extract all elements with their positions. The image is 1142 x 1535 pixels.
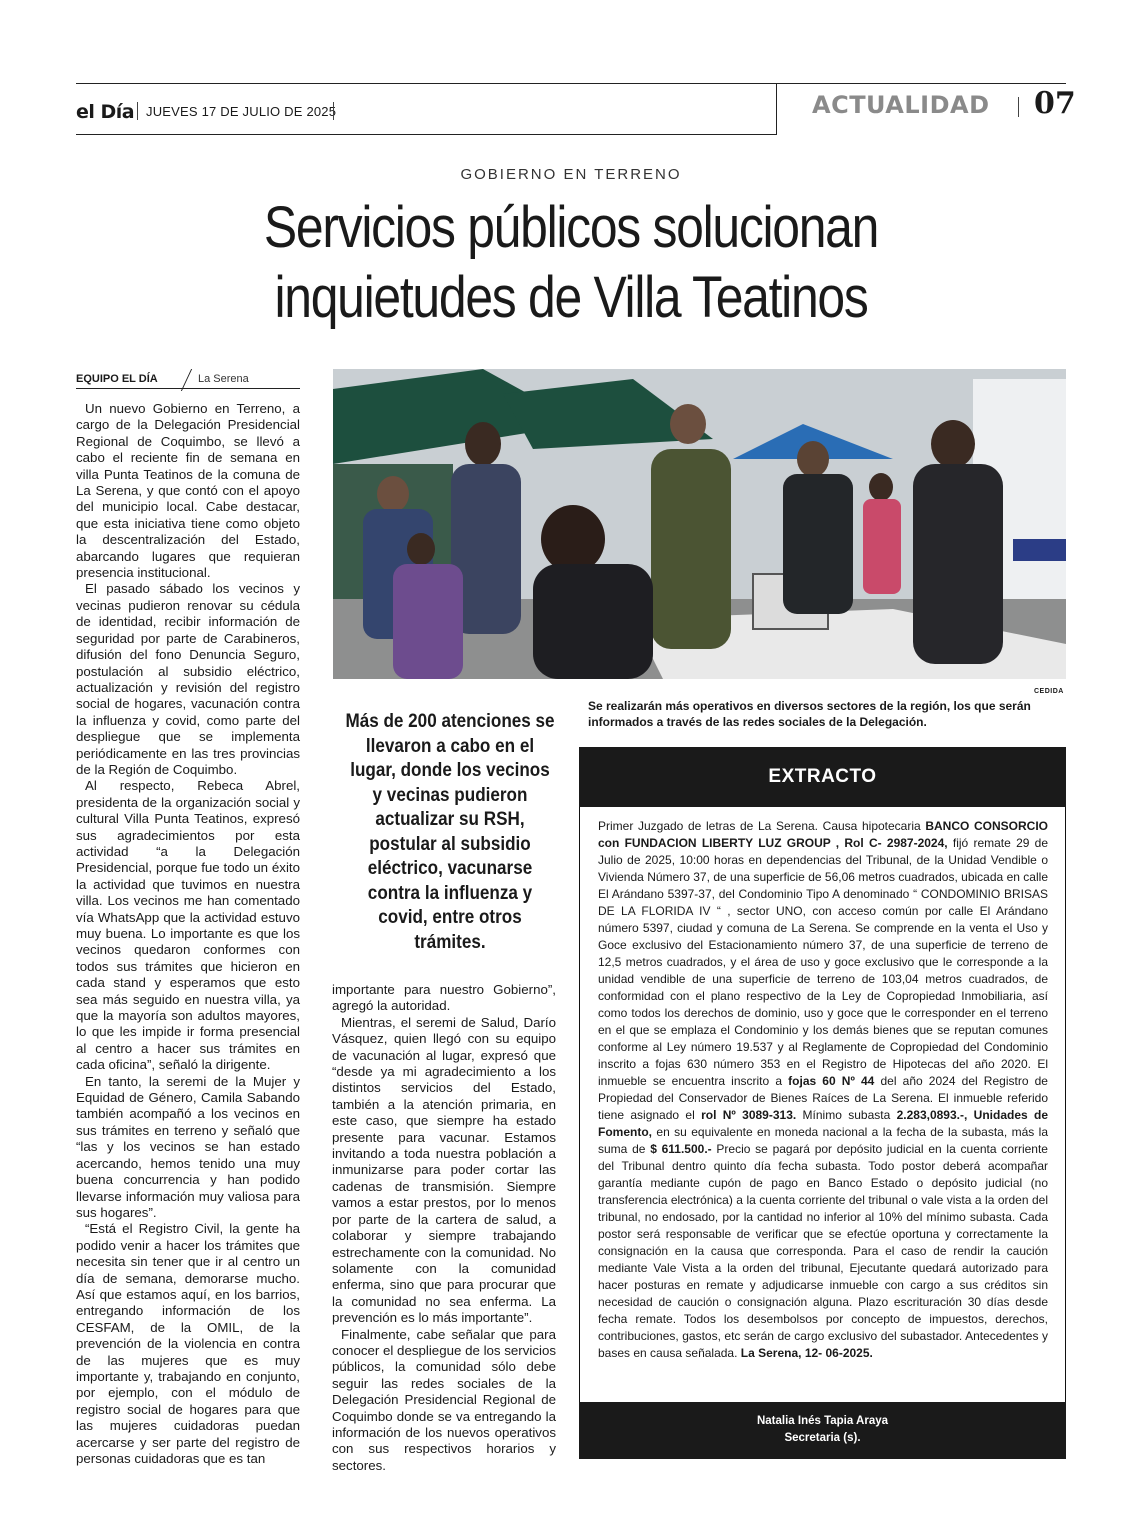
article-column-2 (332, 982, 556, 1473)
paragraph: Mientras, el seremi de Salud, Darío Vásquez, quien llegó con su equipo de vacunación al lugar, expresó que “desde ya mi agradecimiento a los distintos servicios del Estado, también a la atención primaria, en este caso, que siempre ha estado presente para vacunar. Estamos invitando a toda nuestra población a inmunizarse para poder cortar las cadenas de transmisión. Siempre vamos a estar prestos, por lo menos por parte de la cartera de salud, a colaborar y siempre trabajando estrechamente con la comunidad. No solamente con la comunidad enferma, sino que para procurar que la comunidad no sea enferma. La prevención es lo más importante”. (332, 1014, 556, 1326)
article-kicker: GOBIERNO EN TERRENO (460, 166, 682, 183)
header-pipe (137, 102, 138, 120)
notice-bold-segment: 2.283,0893.-, Unidades de Fomento, (598, 1108, 1049, 1139)
legal-notice-footer (579, 1402, 1066, 1459)
article-headline (183, 193, 959, 333)
section-name: ACTUALIDAD (812, 91, 990, 119)
header-pipe (333, 102, 334, 120)
headline-line-2: inquietudes de Villa Teatinos (274, 265, 868, 330)
legal-notice-body (598, 818, 1048, 1362)
signature-role: Secretaria (s). (784, 1432, 861, 1444)
notice-segment: fijó remate 29 de Julio de 2025, 10:00 horas en dependencias del Tribunal, de la Unidad Vendible o Vivienda Número 37, de una superficie de 56,06 metros cuadrados, ubicada en calle El Arándano 5397-37, del Condominio Tipo A denominado “ CONDOMINIO BRISAS DE LA FLORIDA IV “ , sector UNO, con acceso común por calle El Arándano número 5397, ciudad y comuna de La Serena. Se comprende en la venta el Uso y Goce exclusivo del Estacionamiento número 37, de una superficie de terreno de 12,5 metros cuadrados, y el área de uso y goce exclusivo que le corresponde a la unidad vendible de una superficie de terreno de 103,04 metros cuadrados, de conformidad con el plano respectivo de la Ley de Copropiedad Inmobiliaria, así como todos los derechos de dominio, uso y goce que le corresponder en el terreno en el que se emplaza el Condominio y los demás bienes que se reputan comunes conforme al Ley número 19.537 y al Reglamente de Copropiedad del Condominio inscrito a fojas 630 número 353 en el Registro de Hipotecas del año 2020. El inmueble se encuentra inscrito a (598, 836, 1049, 1088)
notice-segment: en su equivalente en moneda nacional a la fecha de la subasta, más la suma de (598, 1125, 1048, 1156)
header-bottom-rule (76, 134, 776, 135)
notice-segment: Mínimo subasta (796, 1108, 897, 1122)
paragraph: El pasado sábado los vecinos y vecinas pudieron renovar su cédula de identidad, recibir información de seguridad por parte de Carabineros, difusión del fono Denuncia Seguro, postulación al subsidio eléctrico, actualización y revisión del registro social de hogares, vacunación contra la influenza y covid, como parte del despliegue que se implementa periódicamente en las tres provincias de la Región de Coquimbo. (76, 581, 300, 777)
header-divider (776, 83, 777, 135)
notice-segment: del año 2024 del Registro de Propiedad del Conservador de Bienes Raíces de La Serena. El inmueble referido tiene asignado el (598, 1074, 1048, 1122)
notice-bold-segment: BANCO CONSORCIO con FUNDACION LIBERTY LUZ GROUP , Rol C- 2987-2024, (598, 819, 1048, 850)
dateline-location: La Serena (198, 373, 249, 385)
issue-date: JUEVES 17 DE JULIO DE 2025 (146, 104, 337, 119)
pull-quote: Más de 200 atenciones se llevaron a cabo en el lugar, donde los vecinos y vecinas pudieron actualizar su RSH, postular al subsidio eléctrico, vacunarse contra la influenza y covid, entre otros trámites. (345, 711, 555, 953)
paragraph: Al respecto, Rebeca Abrel, presidenta de la organización social y cultural Villa Punta Teatinos, expresó sus agradecimientos por esta actividad “a la Delegación Presidencial, porque fue todo un éxito la actividad que tuvimos en nuestra villa. Los vecinos me han comentado vía WhatsApp que la actividad estuvo muy buena. Lo importante es que los vecinos quedaron conformes con todos sus trámites que hicieron en cada stand y esperamos que esto sea más seguido en nuestra villa, ya que la mayoría son adultos mayores, lo que les impide ir forma presencial al centro a hacer sus trámites en cada oficina”, señaló la dirigente. (76, 778, 300, 1073)
paragraph: En tanto, la seremi de la Mujer y Equidad de Género, Camila Sabando también acompañó a los vecinos en sus trámites en terreno y señaló que “las y los vecinos se han estado acercando, hemos tenido una muy buena concurrencia y han podido llevarse información muy valiosa para sus hogares”. (76, 1073, 300, 1220)
notice-bold-segment: La Serena, 12- 06-2025. (740, 1346, 873, 1360)
page-number: 07 (1034, 86, 1076, 121)
notice-bold-segment: rol Nº 3089-313. (701, 1108, 797, 1122)
byline: EQUIPO EL DÍA (76, 373, 158, 385)
paragraph: Finalmente, cabe señalar que para conocer el despliegue de los servicios públicos, la comunidad sólo debe seguir las redes sociales de la Delegación Presidencial Regional de Coquimbo donde se va entregando la información de los nuevos operativos con sus respectivos horarios y sectores. (332, 1326, 556, 1473)
notice-segment: Precio se pagará por depósito judicial en la cuenta corriente del Tribunal dentro quinto día fecha subasta. Todo postor deberá acompañar garantía mediante cupón de pago en Banco Estado o depósito judicial (no transferencia electrónica) a la cuenta corriente del tribunal o vale vista a la orden del tribunal, no endosado, por la cantidad no inferior al 10% del mínimo subasta. Cada postor será responsable de verificar que se efectúe oportuna y correctamente la consignación en la causa que corresponda. Para el caso de rendir la caución mediante Vale Vista a la orden del tribunal, Ejecutante quedará autorizado para hacer posturas en remate y adjudicarse inmueble con cargo a sus créditos sin necesidad de caución o consignación alguna. Plazo escrituración 30 días desde fecha remate. Todos los desembolsos por concepto de impuestos, derechos, contribuciones, gastos, etc serán de cargo exclusivo del subastador. Antecedentes y bases en causa señalada. (598, 1142, 1048, 1360)
newspaper-logo: el Día (76, 101, 135, 123)
notice-bold-segment: $ 611.500.- (650, 1142, 712, 1156)
paragraph: “Está el Registro Civil, la gente ha podido venir a hacer los trámites que necesita sin tener que ir al centro un día de semana, demorarse mucho. Así que estamos aquí, en los barrios, entregando información de los CESFAM, de la OMIL, de la prevención de la violencia en contra de las mujeres que es muy importante y, trabajando en conjunto, por ejemplo, con el módulo de registro social de hogares para que las mujeres cuidadoras puedan acercarse y ser parte del registro de personas cuidadoras que es tan (76, 1221, 300, 1466)
photo-caption: Se realizarán más operativos en diversos sectores de la región, los que serán informados a través de las redes sociales de la Delegación. (588, 699, 1031, 729)
legal-notice-title: EXTRACTO (768, 766, 877, 787)
header-pipe (1018, 97, 1019, 117)
notice-bold-segment: fojas 60 Nº 44 (788, 1074, 875, 1088)
notice-segment: Primer Juzgado de letras de La Serena. Causa hipotecaria (598, 819, 926, 833)
article-column-1 (76, 401, 300, 1466)
headline-line-1: Servicios públicos solucionan (263, 195, 879, 260)
photo-illustration (333, 369, 1066, 679)
byline-rule (76, 388, 300, 389)
article-photo (333, 369, 1066, 679)
paragraph: importante para nuestro Gobierno”, agregó la autoridad. (332, 982, 556, 1014)
paragraph: Un nuevo Gobierno en Terreno, a cargo de la Delegación Presidencial Regional de Coquimbo, se llevó a cabo el reciente fin de semana en villa Punta Teatinos de la comuna de La Serena, y que contó con el apoyo del municipio local. Cabe destacar, que esta iniciativa tiene como objeto la descentralización del Estado, abarcando lugares que requieran presencia institucional. (76, 401, 300, 581)
signature-name: Natalia Inés Tapia Araya (756, 1415, 889, 1427)
header-top-rule (76, 83, 1066, 84)
photo-credit: CEDIDA (1034, 688, 1064, 695)
